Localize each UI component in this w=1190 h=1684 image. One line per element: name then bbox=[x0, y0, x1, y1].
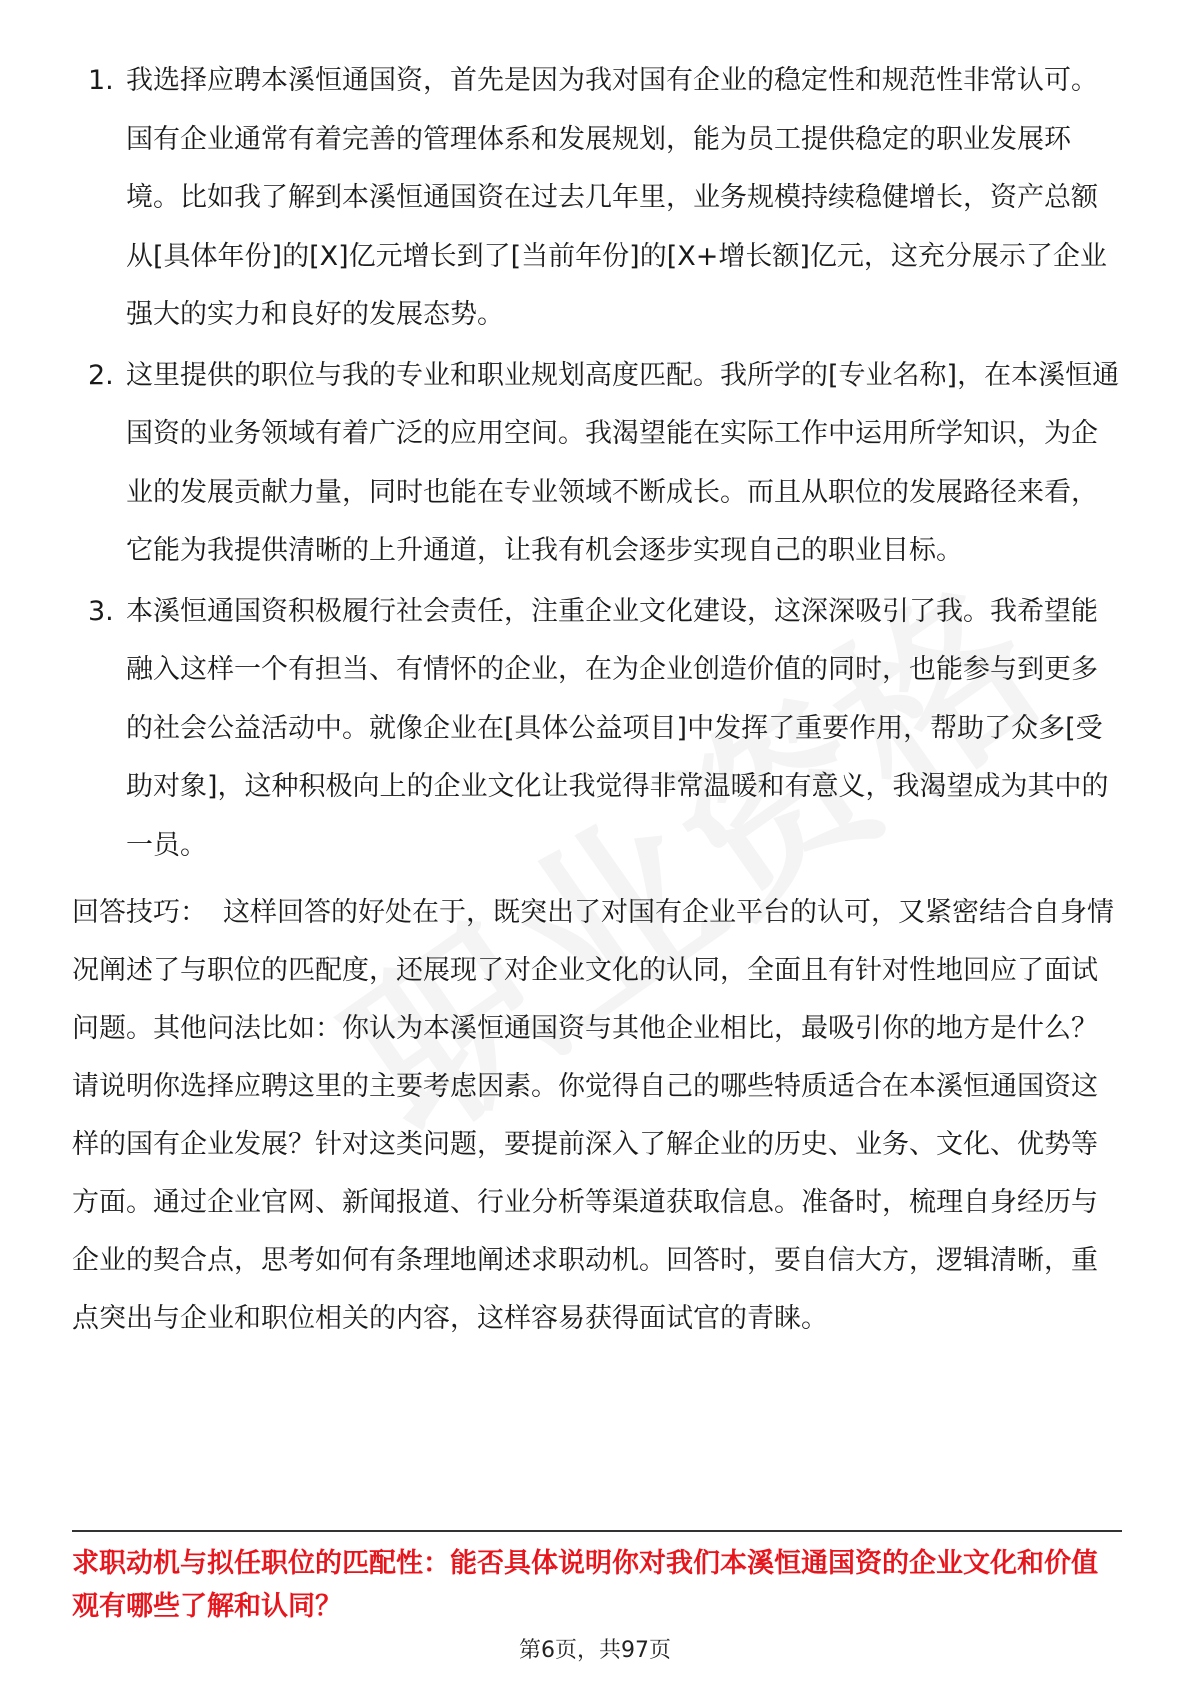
next-question-heading: 求职动机与拟任职位的匹配性：能否具体说明你对我们本溪恒通国资的企业文化和价值观有哪些了解和认同？ bbox=[72, 1548, 1098, 1622]
answer-list bbox=[80, 52, 1120, 877]
tips-text: 这样回答的好处在于，既突出了对国有企业平台的认可，又紧密结合自身情况阐述了与职位的匹配度，还展现了对企业文化的认同，全面且有针对性地回应了面试问题。其他问法比如：你认为本溪恒通国资与其他企业相比，最吸引你的地方是什么？请说明你选择应聘这里的主要考虑因素。你觉得自己的哪些特质适合在本溪恒通国资这样的国有企业发展？针对这类问题，要提前深入了解企业的历史、业务、文化、优势等方面。通过企业官网、新闻报道、行业分析等渠道获取信息。准备时，梳理自身经历与企业的契合点，思考如何有条理地阐述求职动机。回答时，要自信大方，逻辑清晰，重点突出与企业和职位相关的内容，这样容易获得面试官的青睐。 bbox=[72, 897, 1114, 1334]
answer-text: 这里提供的职位与我的专业和职业规划高度匹配。我所学的[专业名称]，在本溪恒通国资的业务领域有着广泛的应用空间。我渴望能在实际工作中运用所学知识，为企业的发展贡献力量，同时也能在专业领域不断成长。而且从职位的发展路径来看，它能为我提供清晰的上升通道，让我有机会逐步实现自己的职业目标。 bbox=[126, 359, 1120, 566]
answer-item-2 bbox=[80, 347, 1120, 581]
section-divider bbox=[72, 1530, 1122, 1532]
answer-number: 3. bbox=[88, 595, 114, 627]
tips-label: 回答技巧： bbox=[72, 897, 207, 928]
answer-number: 2. bbox=[88, 359, 114, 391]
answer-item-1 bbox=[80, 52, 1120, 345]
answer-tips bbox=[72, 884, 1122, 1348]
answer-number: 1. bbox=[88, 65, 114, 96]
page-number: 第6页，共97页 bbox=[519, 1638, 671, 1663]
answer-item-3 bbox=[80, 583, 1120, 876]
answer-text: 本溪恒通国资积极履行社会责任，注重企业文化建设，这深深吸引了我。我希望能融入这样一个有担当、有情怀的企业，在为企业创造价值的同时，也能参与到更多的社会公益活动中。就像企业在[具体公益项目]中发挥了重要作用，帮助了众多[受助对象]，这种积极向上的企业文化让我觉得非常温暖和有意义，我渴望成为其中的一员。 bbox=[126, 595, 1109, 861]
answer-text: 我选择应聘本溪恒通国资，首先是因为我对国有企业的稳定性和规范性非常认可。国有企业通常有着完善的管理体系和发展规划，能为员工提供稳定的职业发展环境。比如我了解到本溪恒通国资在过去几年里，业务规模持续稳健增长，资产总额从[具体年份]的[X]亿元增长到了[当前年份]的[X+增长额]亿元，这充分展示了企业强大的实力和良好的发展态势。 bbox=[126, 65, 1107, 330]
